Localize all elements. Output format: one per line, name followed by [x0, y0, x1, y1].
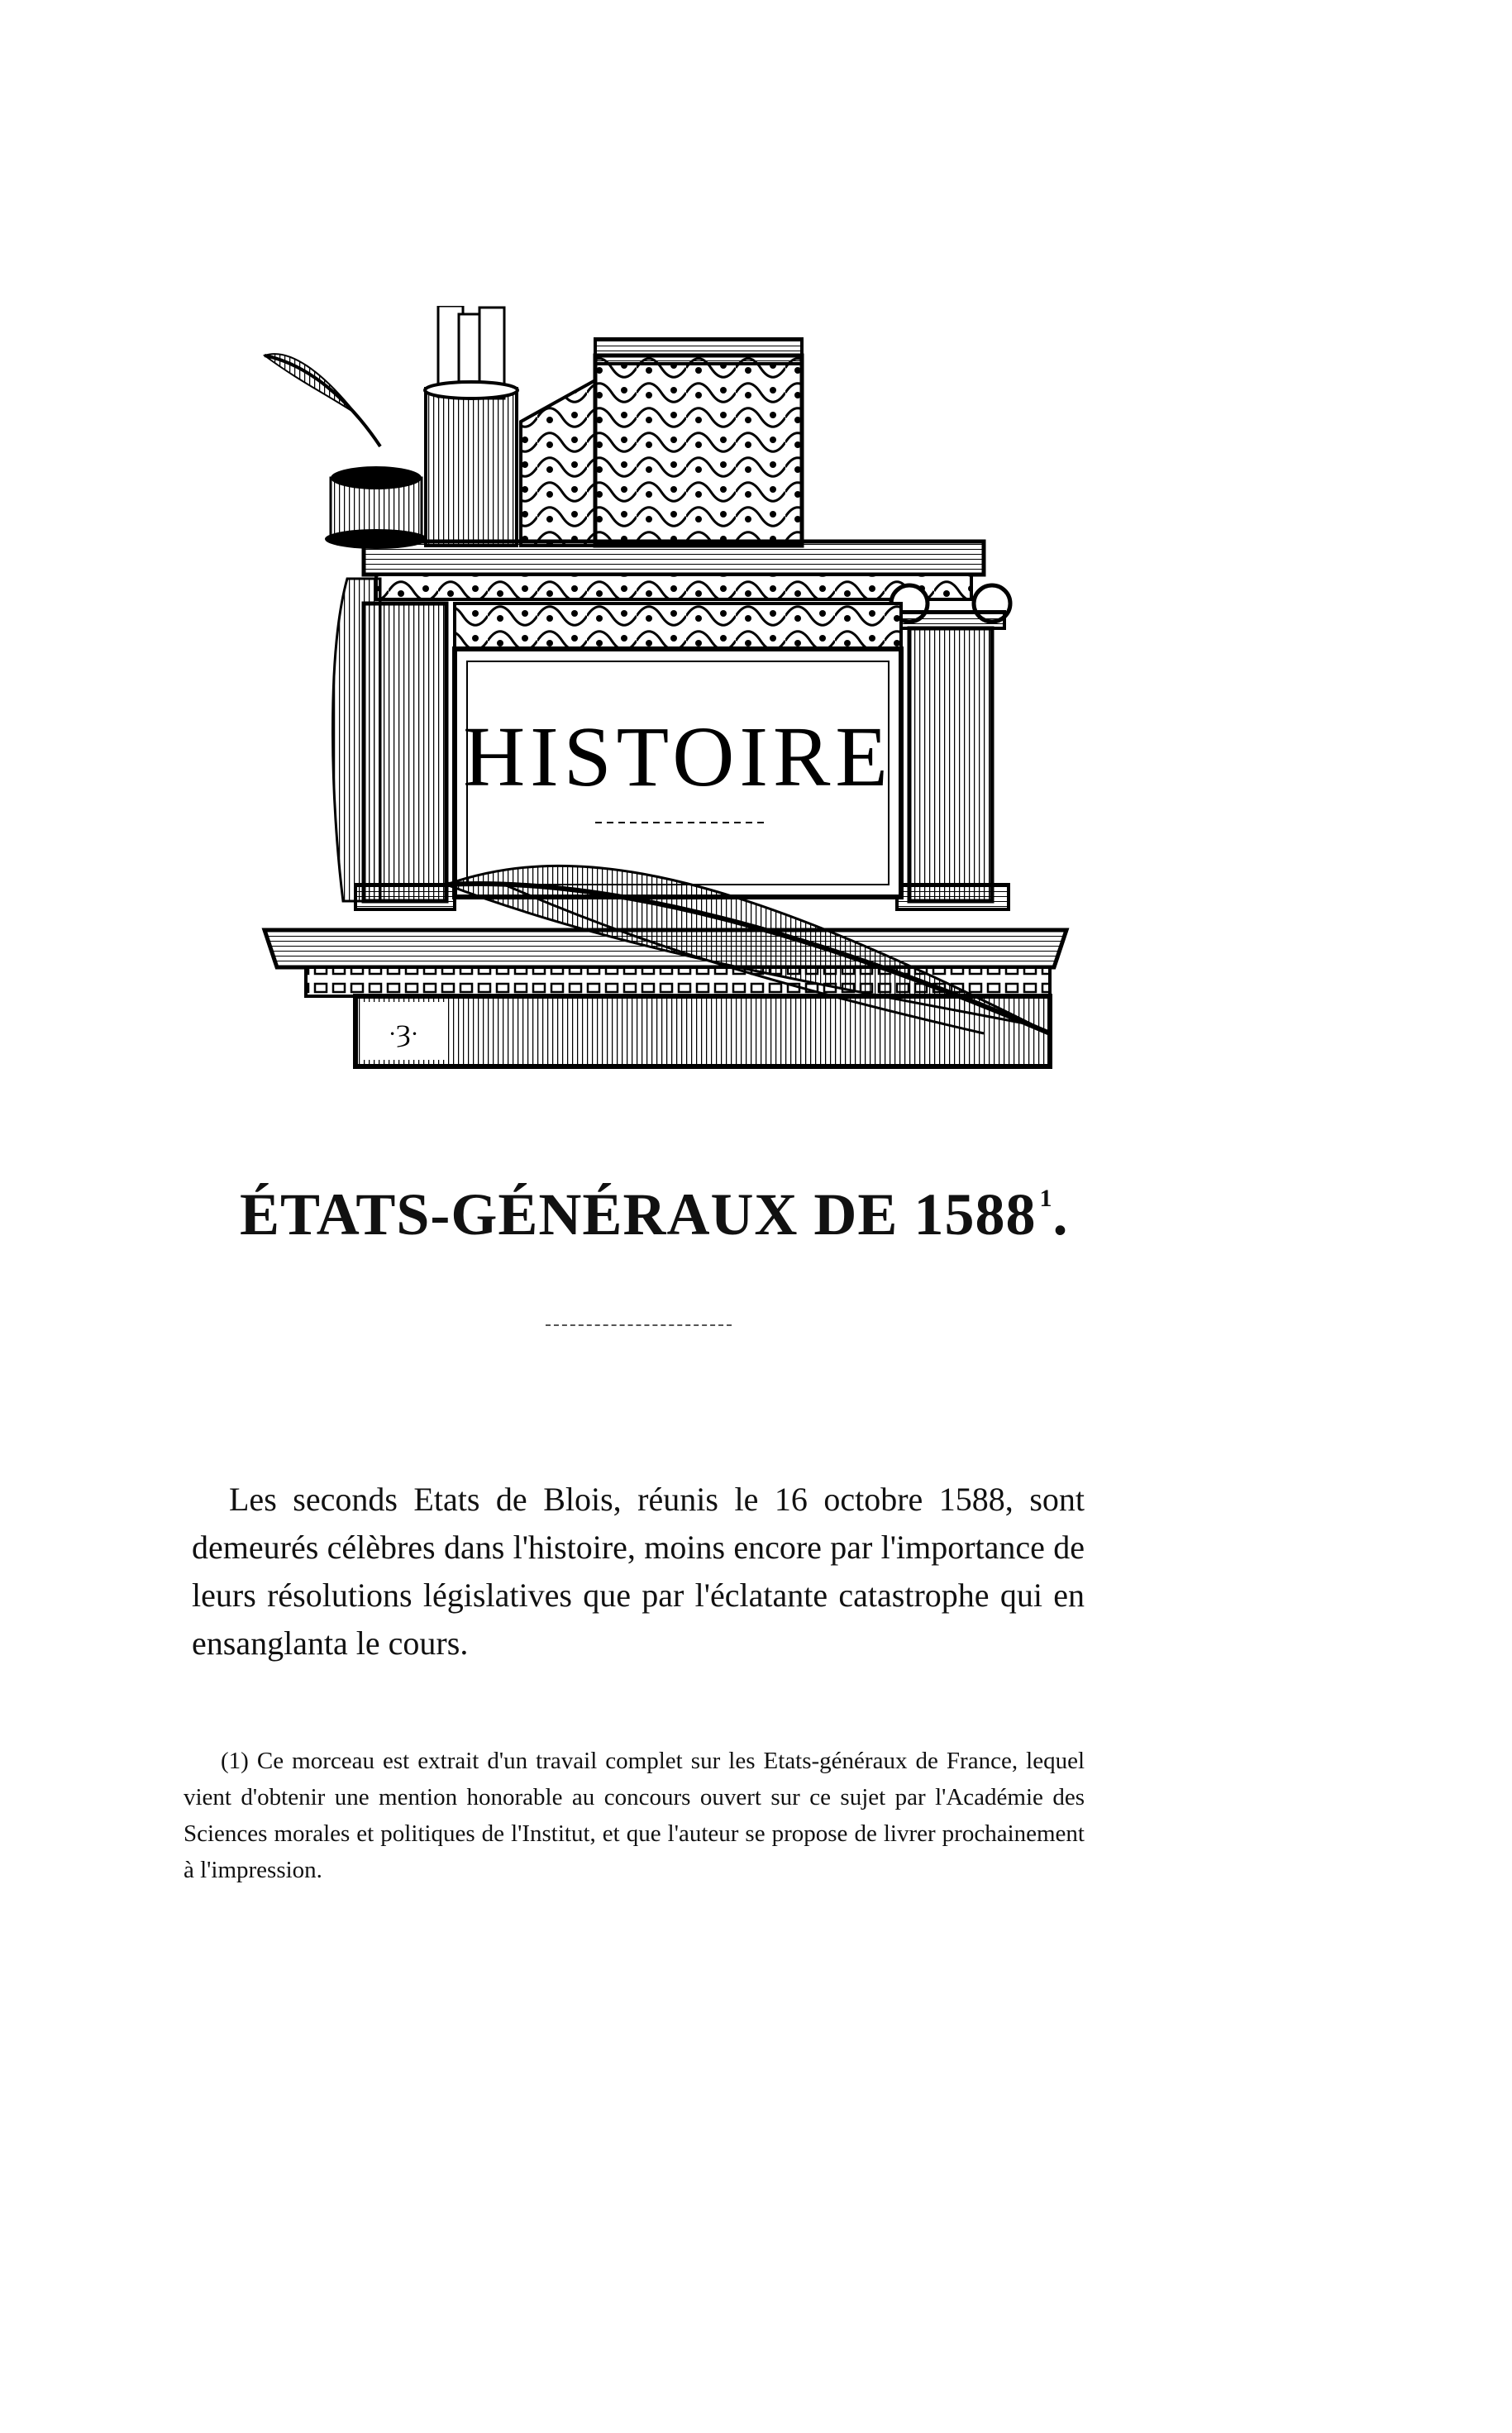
section-divider — [546, 1324, 732, 1326]
scroll-holder-icon — [425, 306, 518, 546]
inscription-text: HISTOIRE — [463, 709, 893, 804]
right-column-icon — [891, 585, 1010, 909]
history-vignette-engraving — [240, 306, 1091, 1100]
footnote-reference-marker: 1 — [1039, 1185, 1053, 1212]
body-paragraph: Les seconds Etats de Blois, réunis le 16 octobre 1588, sont demeurés célèbres dans l'histoire, moins encore par l'importance de leurs résolutions législatives que par l'éclatante catastrophe qui en ensanglanta le cours. — [192, 1481, 1085, 1662]
engraver-monogram: ·Ȝ· — [388, 1020, 419, 1047]
left-column-icon — [355, 603, 455, 909]
inscription-panel — [455, 649, 901, 897]
chapter-title: ÉTATS-GÉNÉRAUX DE 1588 $^1$. — [240, 1181, 1069, 1248]
title-period: . — [1052, 1181, 1069, 1248]
footnote: (1) Ce morceau est extrait d'un travail complet sur les Etats-généraux de France, lequel vient d'obtenir une mention honorable au concours ouvert sur ce sujet par l'Académie des Sciences morales et politiques de l'Institut, et que l'auteur se propose de livrer prochainement à l'impression. — [184, 1748, 1085, 1883]
inkwell-icon — [265, 354, 427, 549]
carved-box-icon — [521, 339, 802, 546]
